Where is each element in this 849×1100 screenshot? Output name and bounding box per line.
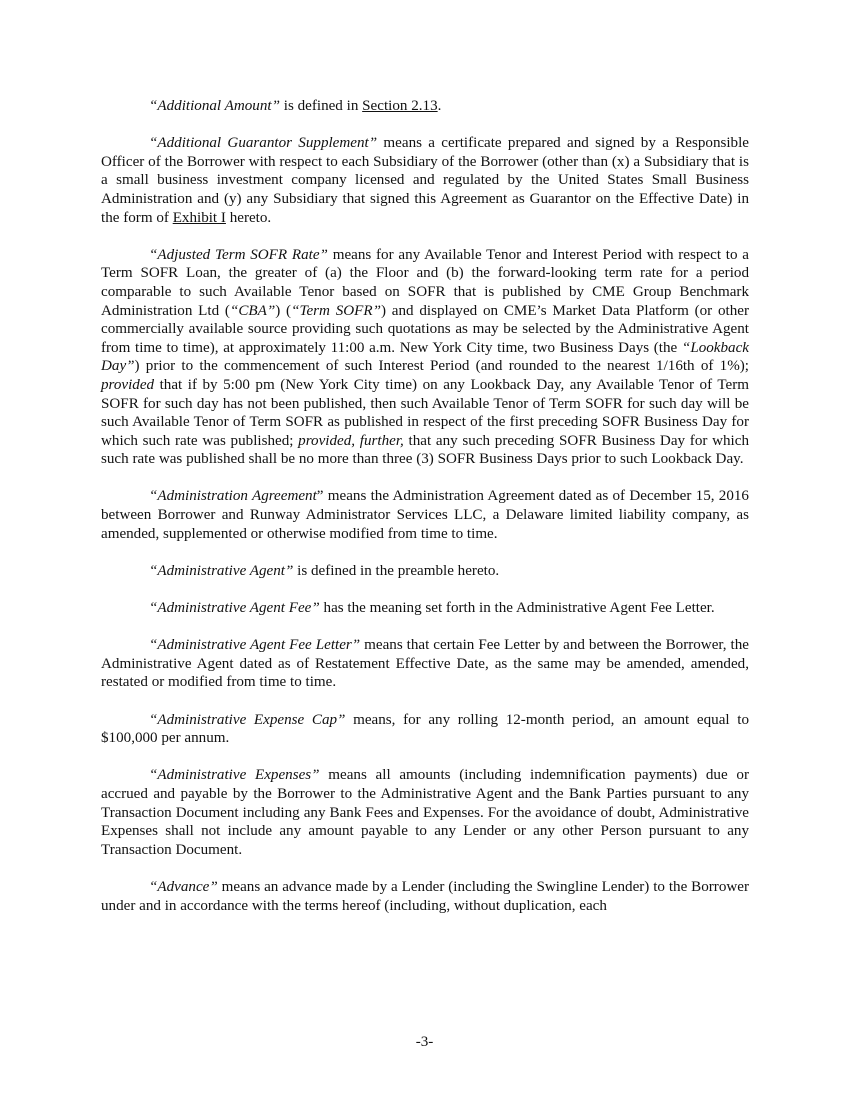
definition-text: that any such preceding SOFR Business Day for which such rate was published shall be no more than three (3) SOFR Business Days prior to such Lookback Day. <box>101 432 749 468</box>
defined-term: “Administrative Expense Cap” <box>149 711 346 728</box>
defined-term: “Adjusted Term SOFR Rate” <box>149 246 328 263</box>
definition-adjusted-term-sofr-rate <box>101 246 749 469</box>
definition-text: means a certificate prepared and signed by a Responsible Officer of the Borrower with respect to each Subsidiary of the Borrower (other than (x) a Subsidiary that is a small business investment company licensed and regulated by the United States Small Business Administration and (y) any Subsidiary that signed this Agreement as Guarantor on the Effective Date) in the form of <box>101 135 749 226</box>
definition-administrative-agent-fee-letter <box>101 636 749 692</box>
definition-text: means all amounts (including indemnification payments) due or accrued and payable by the Borrower to the Administrative Agent and the Bank Parties pursuant to any Transaction Document including any Bank Fees and Expenses. For the avoidance of doubt, Administrative Expenses shall not include any amount payable to any Lender or any other Person pursuant to any Transaction Document. <box>101 767 749 858</box>
definition-text: means that certain Fee Letter by and between the Borrower, the Administrative Agent dated as of Restatement Effective Date, as the same may be amended, amended, restated or modified from time to time. <box>101 637 749 691</box>
definition-administrative-agent-fee <box>101 599 749 618</box>
defined-term: “Administrative Agent Fee” <box>149 600 320 617</box>
defined-term: “Advance” <box>149 878 218 895</box>
defined-term: “Administrative Agent” <box>149 562 294 579</box>
definition-text: ” means the Administration Agreement dated as of December 15, 2016 between Borrower and Runway Administrator Services LLC, a Delaware limited liability company, as amended, supplemented or otherwise modified from time to time. <box>101 488 749 542</box>
definition-text: hereto. <box>225 209 272 226</box>
definition-administrative-expense-cap <box>101 711 749 748</box>
defined-term: “Administrative Agent Fee Letter” <box>149 637 361 654</box>
definition-text: ) and displayed on CME’s Market Data Platform (or other commercially available source providing such quotations as may be selected by the Administrative Agent from time to time), at approximately 11:00 a.m. New York City time, two Business Days (the <box>101 302 749 356</box>
proviso-word: provided <box>101 376 155 393</box>
definition-text: means, for any rolling 12-month period, an amount equal to $100,000 per annum. <box>101 711 749 747</box>
definition-text: is defined in the preamble hereto. <box>293 562 500 579</box>
definition-administrative-agent <box>101 562 749 581</box>
inline-term: “Lookback Day” <box>101 339 749 375</box>
inline-term: “Term SOFR” <box>291 302 381 319</box>
document-body <box>101 97 749 915</box>
definition-text: is defined in <box>279 98 363 114</box>
defined-term: “Administrative Expenses” <box>149 767 320 784</box>
definition-additional-guarantor-supplement <box>101 134 749 227</box>
definition-text: ) ( <box>275 302 292 319</box>
definition-text: ) prior to the commencement of such Interest Period (and rounded to the nearest 1/16th of 1%); <box>134 358 749 375</box>
definition-administrative-expenses <box>101 766 749 859</box>
definition-administration-agreement <box>101 487 749 543</box>
proviso-word: provided, further, <box>298 432 404 449</box>
defined-term: “Administration Agreement <box>149 488 317 505</box>
page-number: -3- <box>415 1034 434 1050</box>
definition-text: that if by 5:00 pm (New York City time) on any Lookback Day, any Available Tenor of Term SOFR for such day has not been published, then such Available Tenor of Term SOFR for such day will be such Available Tenor of Term SOFR as published in respect of the first preceding SOFR Business Day for which such rate was published; <box>101 376 749 449</box>
definition-text: has the meaning set forth in the Administrative Agent Fee Letter. <box>319 600 715 617</box>
definition-text: . <box>437 98 442 114</box>
definition-text: means an advance made by a Lender (including the Swingline Lender) to the Borrower under and in accordance with the terms hereof (including, without duplication, each <box>101 878 749 914</box>
definition-text: means for any Available Tenor and Interest Period with respect to a Term SOFR Loan, the greater of (a) the Floor and (b) the forward-looking term rate for a period comparable to such Available Tenor based on SOFR that is published by CME Group Benchmark Administration Ltd ( <box>101 246 749 319</box>
section-reference: Section 2.13 <box>362 98 438 114</box>
defined-term: “Additional Guarantor Supplement” <box>149 135 378 152</box>
defined-term: “Additional Amount” <box>149 98 280 114</box>
exhibit-reference: Exhibit I <box>172 209 226 226</box>
definition-additional-amount <box>101 97 749 116</box>
inline-term: “CBA” <box>229 302 276 319</box>
definition-advance <box>101 878 749 915</box>
